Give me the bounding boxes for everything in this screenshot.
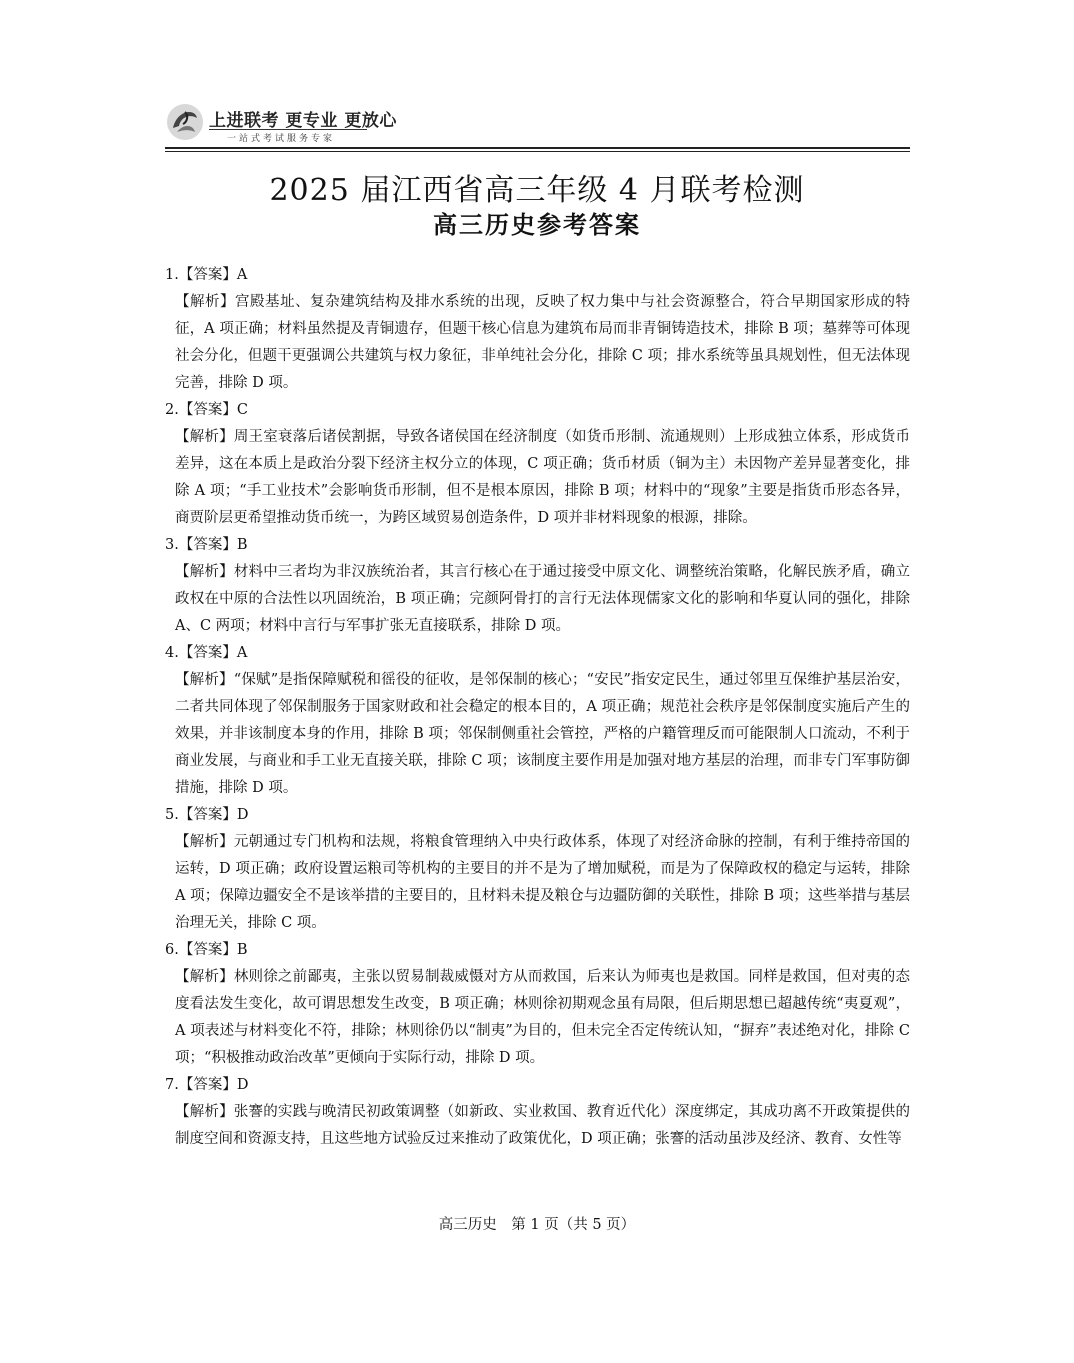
answer-line: 4.【答案】A bbox=[165, 645, 248, 661]
header-rule-thin bbox=[165, 151, 910, 152]
answer-line: 5.【答案】D bbox=[165, 807, 249, 823]
analysis-text: 【解析】张謇的实践与晚清民初政策调整（如新政、实业救国、教育近代化）深度绑定，其成功离不开政策提供的制度空间和资源支持，且这些地方试验反过来推动了政策优化，D 项正确；张謇的活动虽涉及经济、教育、女性等 bbox=[175, 1104, 910, 1147]
page-footer: 高三历史 第 1 页（共 5 页） bbox=[438, 1217, 636, 1233]
page-subtitle: 高三历史参考答案 bbox=[433, 211, 641, 239]
analysis-text: 【解析】材料中三者均为非汉族统治者，其言行核心在于通过接受中原文化、调整统治策略，化解民族矛盾，确立政权在中原的合法性以巩固统治，B 项正确；完颜阿骨打的言行无法体现儒家文化的影响和华夏认同的强化，排除 A、C 两项；材料中言行与军事扩张无直接联系，排除 D 项。 bbox=[175, 564, 910, 634]
answer-line: 2.【答案】C bbox=[165, 402, 248, 418]
question-item bbox=[165, 640, 910, 802]
page-title: 2025 届江西省高三年级 4 月联考检测 bbox=[269, 173, 805, 208]
analysis-text: 【解析】“保赋”是指保障赋税和徭役的征收，是邻保制的核心；“安民”指安定民生，通过邻里互保维护基层治安，二者共同体现了邻保制服务于国家财政和社会稳定的根本目的，A 项正确；规范社会秩序是邻保制度实施后产生的效果，并非该制度本身的作用，排除 B 项；邻保制侧重社会管控，严格的户籍管理反而可能限制人口流动，不利于商业发展，与商业和手工业无直接关联，排除 C 项；该制度主要作用是加强对地方基层的治理，而非专门军事防御措施，排除 D 项。 bbox=[175, 672, 910, 796]
brand-subtitle: 一站式考试服务专家 bbox=[227, 134, 336, 144]
question-item bbox=[165, 532, 910, 640]
question-item bbox=[165, 937, 910, 1072]
analysis-text: 【解析】林则徐之前鄙夷，主张以贸易制裁威慑对方从而救国，后来认为师夷也是救国。同样是救国，但对夷的态度看法发生变化，故可谓思想发生改变，B 项正确；林则徐初期观念虽有局限，但后期思想已超越传统“夷夏观”，A 项表述与材料变化不符，排除；林则徐仍以“制夷”为目的，但未完全否定传统认知，“摒弃”表述绝对化，排除 C 项；“积极推动政治改革”更倾向于实际行动，排除 D 项。 bbox=[175, 969, 910, 1066]
analysis-text: 【解析】周王室衰落后诸侯割据，导致各诸侯国在经济制度（如货币形制、流通规则）上形成独立体系，形成货币差异，这在本质上是政治分裂下经济主权分立的体现，C 项正确；货币材质（铜为主）未因物产差异显著变化，排除 A 项；“手工业技术”会影响货币形制，但不是根本原因，排除 B 项；材料中的“现象”主要是指货币形态各异，商贾阶层更希望推动货币统一，为跨区域贸易创造条件，D 项并非材料现象的根源，排除。 bbox=[175, 429, 910, 526]
question-item bbox=[165, 802, 910, 937]
answer-line: 3.【答案】B bbox=[165, 537, 248, 553]
page-header bbox=[165, 102, 910, 152]
question-item bbox=[165, 397, 910, 532]
question-item bbox=[165, 262, 910, 397]
answer-line: 7.【答案】D bbox=[165, 1077, 249, 1093]
answer-list bbox=[165, 262, 910, 1153]
analysis-text: 【解析】元朝通过专门机构和法规，将粮食管理纳入中央行政体系，体现了对经济命脉的控制，有利于维持帝国的运转，D 项正确；政府设置运粮司等机构的主要目的并不是为了增加赋税，而是为了保障政权的稳定与运转，排除 A 项；保障边疆安全不是该举措的主要目的，且材料未提及粮仓与边疆防御的关联性，排除 B 项；这些举措与基层治理无关，排除 C 项。 bbox=[175, 834, 910, 931]
swirl-logo-icon bbox=[165, 102, 205, 142]
answer-line: 6.【答案】B bbox=[165, 942, 248, 958]
header-rule-thick bbox=[165, 147, 910, 149]
answer-line: 1.【答案】A bbox=[165, 267, 248, 283]
question-item bbox=[165, 1072, 910, 1153]
analysis-text: 【解析】宫殿基址、复杂建筑结构及排水系统的出现，反映了权力集中与社会资源整合，符合早期国家形成的特征，A 项正确；材料虽然提及青铜遗存，但题干核心信息为建筑布局而非青铜铸造技术，排除 B 项；墓葬等可体现社会分化，但题干更强调公共建筑与权力象征，非单纯社会分化，排除 C 项；排水系统等虽具规划性，但无法体现完善，排除 D 项。 bbox=[175, 294, 910, 391]
brand-slogan: 上进联考 更专业 更放心 bbox=[209, 111, 397, 131]
brand-underline bbox=[209, 129, 367, 130]
